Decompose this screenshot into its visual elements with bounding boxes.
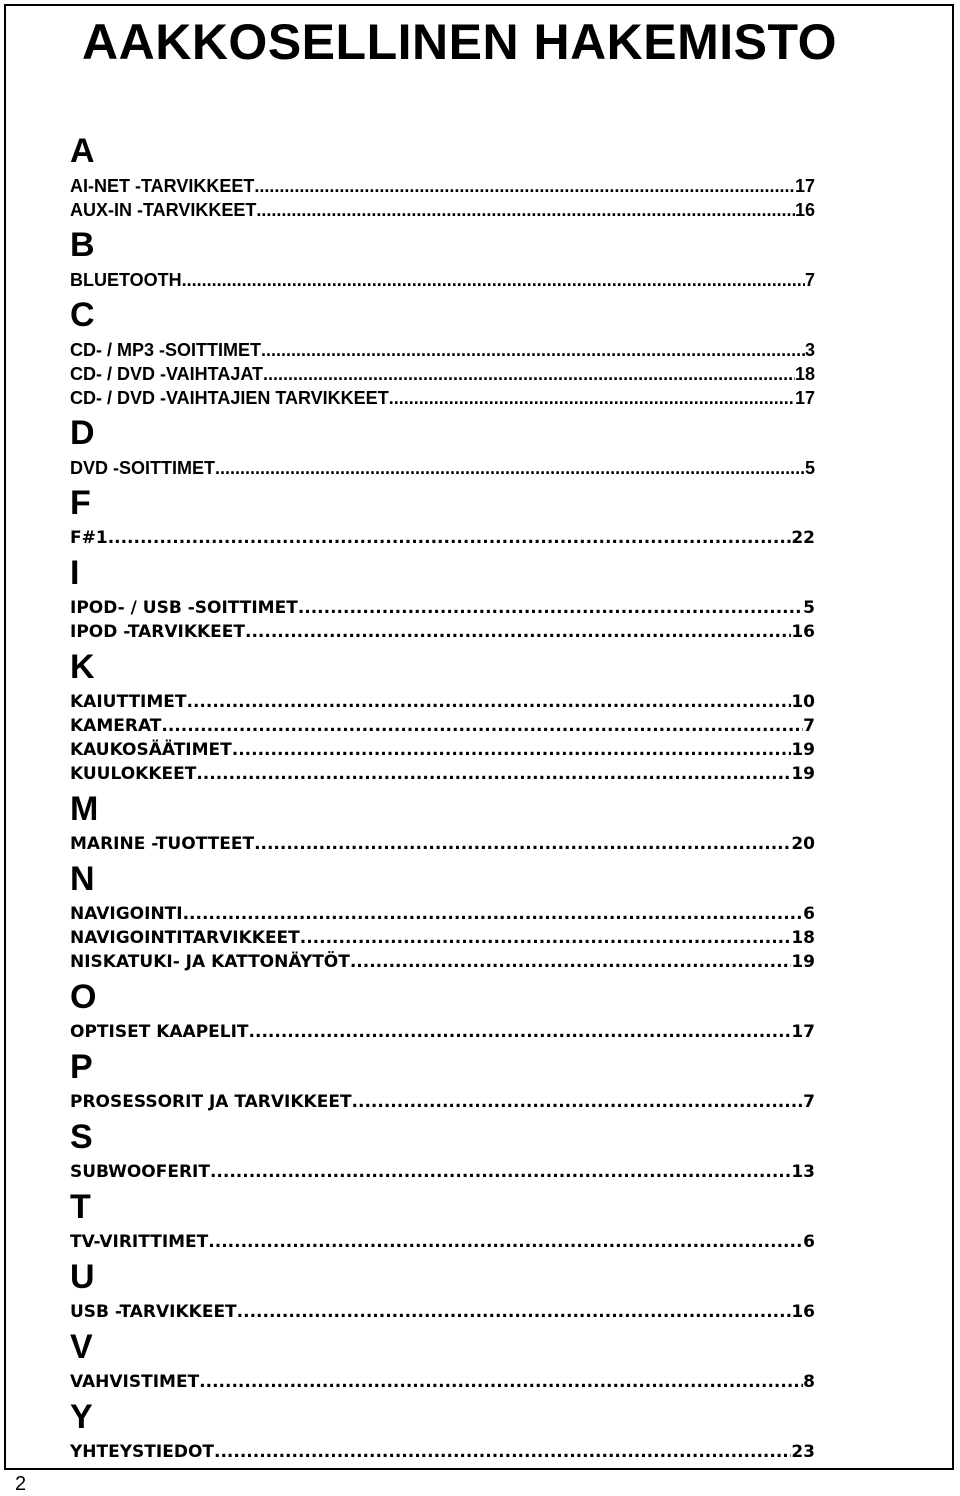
entry-page-number: 8 xyxy=(803,1372,815,1392)
entry-label: SUBWOOFERIT xyxy=(70,1162,210,1182)
section-letter: S xyxy=(70,1118,93,1156)
dot-leader xyxy=(237,1300,792,1324)
section-letter: D xyxy=(70,414,95,452)
index-entry[interactable] xyxy=(70,762,815,786)
entry-page-number: 22 xyxy=(791,528,815,548)
entry-label: NAVIGOINTI xyxy=(70,904,183,924)
index-section-c xyxy=(70,292,815,410)
dot-leader xyxy=(210,1160,791,1184)
entry-page-number: 17 xyxy=(794,176,815,196)
entry-label: USB -TARVIKKEET xyxy=(70,1302,237,1322)
entry-page-number: 10 xyxy=(791,692,815,712)
entry-page-number: 19 xyxy=(791,764,815,784)
dot-leader xyxy=(196,762,791,786)
index-entry[interactable] xyxy=(70,1370,815,1394)
entry-page-number: 16 xyxy=(794,200,815,220)
index-section-t xyxy=(70,1184,815,1254)
entry-page-number: 23 xyxy=(791,1442,815,1462)
alphabetical-index xyxy=(70,128,815,1464)
dot-leader xyxy=(232,738,792,762)
entry-page-number: 3 xyxy=(804,340,815,360)
entry-label: NISKATUKI- JA KATTONÄYTÖT xyxy=(70,952,350,972)
index-entry[interactable] xyxy=(70,620,815,644)
section-letter: A xyxy=(70,132,95,170)
entry-page-number: 5 xyxy=(803,598,815,618)
dot-leader xyxy=(215,456,805,480)
index-entry[interactable] xyxy=(70,338,815,362)
dot-leader xyxy=(245,620,791,644)
entry-label: KUULOKKEET xyxy=(70,764,197,784)
index-entry[interactable] xyxy=(70,386,815,410)
dot-leader xyxy=(187,690,792,714)
index-entry[interactable] xyxy=(70,738,815,762)
entry-page-number: 16 xyxy=(791,622,815,642)
entry-label: IPOD- / USB -SOITTIMET xyxy=(70,598,298,618)
page-title: AAKKOSELLINEN HAKEMISTO xyxy=(82,14,838,70)
index-section-u xyxy=(70,1254,815,1324)
index-entry[interactable] xyxy=(70,198,815,222)
index-entry[interactable] xyxy=(70,832,815,856)
section-letter: Y xyxy=(70,1398,93,1436)
dot-leader xyxy=(254,832,791,856)
entry-page-number: 7 xyxy=(804,270,815,290)
index-entry[interactable] xyxy=(70,1300,815,1324)
index-entry[interactable] xyxy=(70,456,815,480)
dot-leader xyxy=(183,902,804,926)
entry-page-number: 5 xyxy=(804,458,815,478)
index-section-a xyxy=(70,128,815,222)
dot-leader xyxy=(263,362,795,386)
index-entry[interactable] xyxy=(70,526,815,550)
entry-label: PROSESSORIT JA TARVIKKEET xyxy=(70,1092,352,1112)
index-entry[interactable] xyxy=(70,690,815,714)
index-section-p xyxy=(70,1044,815,1114)
dot-leader xyxy=(161,714,803,738)
entry-label: YHTEYSTIEDOT xyxy=(70,1442,214,1462)
section-letter: K xyxy=(70,648,95,686)
dot-leader xyxy=(300,926,792,950)
section-letter: V xyxy=(70,1328,93,1366)
entry-page-number: 18 xyxy=(794,364,815,384)
entry-label: KAUKOSÄÄTIMET xyxy=(70,740,232,760)
section-letter: F xyxy=(70,484,91,522)
index-entry[interactable] xyxy=(70,1440,815,1464)
dot-leader xyxy=(352,1090,804,1114)
index-section-f xyxy=(70,480,815,550)
entry-label: F#1 xyxy=(70,528,108,548)
index-entry[interactable] xyxy=(70,1160,815,1184)
index-section-d xyxy=(70,410,815,480)
entry-page-number: 20 xyxy=(791,834,815,854)
index-entry[interactable] xyxy=(70,926,815,950)
dot-leader xyxy=(298,596,803,620)
dot-leader xyxy=(182,268,805,292)
index-entry[interactable] xyxy=(70,902,815,926)
entry-label: VAHVISTIMET xyxy=(70,1372,200,1392)
index-section-v xyxy=(70,1324,815,1394)
index-section-i xyxy=(70,550,815,644)
entry-page-number: 6 xyxy=(803,1232,815,1252)
section-letter: C xyxy=(70,296,95,334)
dot-leader xyxy=(214,1440,791,1464)
index-section-n xyxy=(70,856,815,974)
entry-page-number: 7 xyxy=(803,1092,815,1112)
entry-label: CD- / MP3 -SOITTIMET xyxy=(70,340,261,360)
index-entry[interactable] xyxy=(70,268,815,292)
index-section-b xyxy=(70,222,815,292)
entry-page-number: 7 xyxy=(803,716,815,736)
entry-page-number: 17 xyxy=(794,388,815,408)
dot-leader xyxy=(350,950,791,974)
section-letter: U xyxy=(70,1258,95,1296)
dot-leader xyxy=(389,386,795,410)
entry-page-number: 16 xyxy=(791,1302,815,1322)
index-entry[interactable] xyxy=(70,174,815,198)
index-section-s xyxy=(70,1114,815,1184)
entry-label: NAVIGOINTITARVIKKEET xyxy=(70,928,300,948)
dot-leader xyxy=(199,1370,803,1394)
index-entry[interactable] xyxy=(70,1090,815,1114)
section-letter: P xyxy=(70,1048,93,1086)
dot-leader xyxy=(256,198,795,222)
index-entry[interactable] xyxy=(70,714,815,738)
entry-label: AUX-IN -TARVIKKEET xyxy=(70,200,257,220)
entry-page-number: 6 xyxy=(803,904,815,924)
entry-page-number: 19 xyxy=(791,952,815,972)
section-letter: B xyxy=(70,226,95,264)
index-section-o xyxy=(70,974,815,1044)
entry-label: MARINE -TUOTTEET xyxy=(70,834,255,854)
page-number: 2 xyxy=(15,1473,27,1495)
entry-label: CD- / DVD -VAIHTAJAT xyxy=(70,364,263,384)
entry-page-number: 13 xyxy=(791,1162,815,1182)
index-entry[interactable] xyxy=(70,950,815,974)
entry-label: TV-VIRITTIMET xyxy=(70,1232,209,1252)
index-section-y xyxy=(70,1394,815,1464)
index-section-k xyxy=(70,644,815,786)
entry-label: OPTISET KAAPELIT xyxy=(70,1022,249,1042)
dot-leader xyxy=(261,338,805,362)
entry-page-number: 18 xyxy=(791,928,815,948)
dot-leader xyxy=(208,1230,803,1254)
dot-leader xyxy=(108,526,792,550)
dot-leader xyxy=(249,1020,792,1044)
index-entry[interactable] xyxy=(70,1020,815,1044)
entry-label: IPOD -TARVIKKEET xyxy=(70,622,245,642)
entry-label: BLUETOOTH xyxy=(70,270,182,290)
index-entry[interactable] xyxy=(70,596,815,620)
entry-page-number: 17 xyxy=(791,1022,815,1042)
section-letter: I xyxy=(70,554,80,592)
index-section-m xyxy=(70,786,815,856)
entry-label: CD- / DVD -VAIHTAJIEN TARVIKKEET xyxy=(70,388,389,408)
section-letter: T xyxy=(70,1188,91,1226)
section-letter: N xyxy=(70,860,95,898)
entry-label: AI-NET -TARVIKKEET xyxy=(70,176,255,196)
index-entry[interactable] xyxy=(70,1230,815,1254)
entry-page-number: 19 xyxy=(791,740,815,760)
entry-label: KAMERAT xyxy=(70,716,162,736)
index-entry[interactable] xyxy=(70,362,815,386)
dot-leader xyxy=(254,174,795,198)
entry-label: DVD -SOITTIMET xyxy=(70,458,215,478)
entry-label: KAIUTTIMET xyxy=(70,692,187,712)
section-letter: O xyxy=(70,978,97,1016)
section-letter: M xyxy=(70,790,99,828)
